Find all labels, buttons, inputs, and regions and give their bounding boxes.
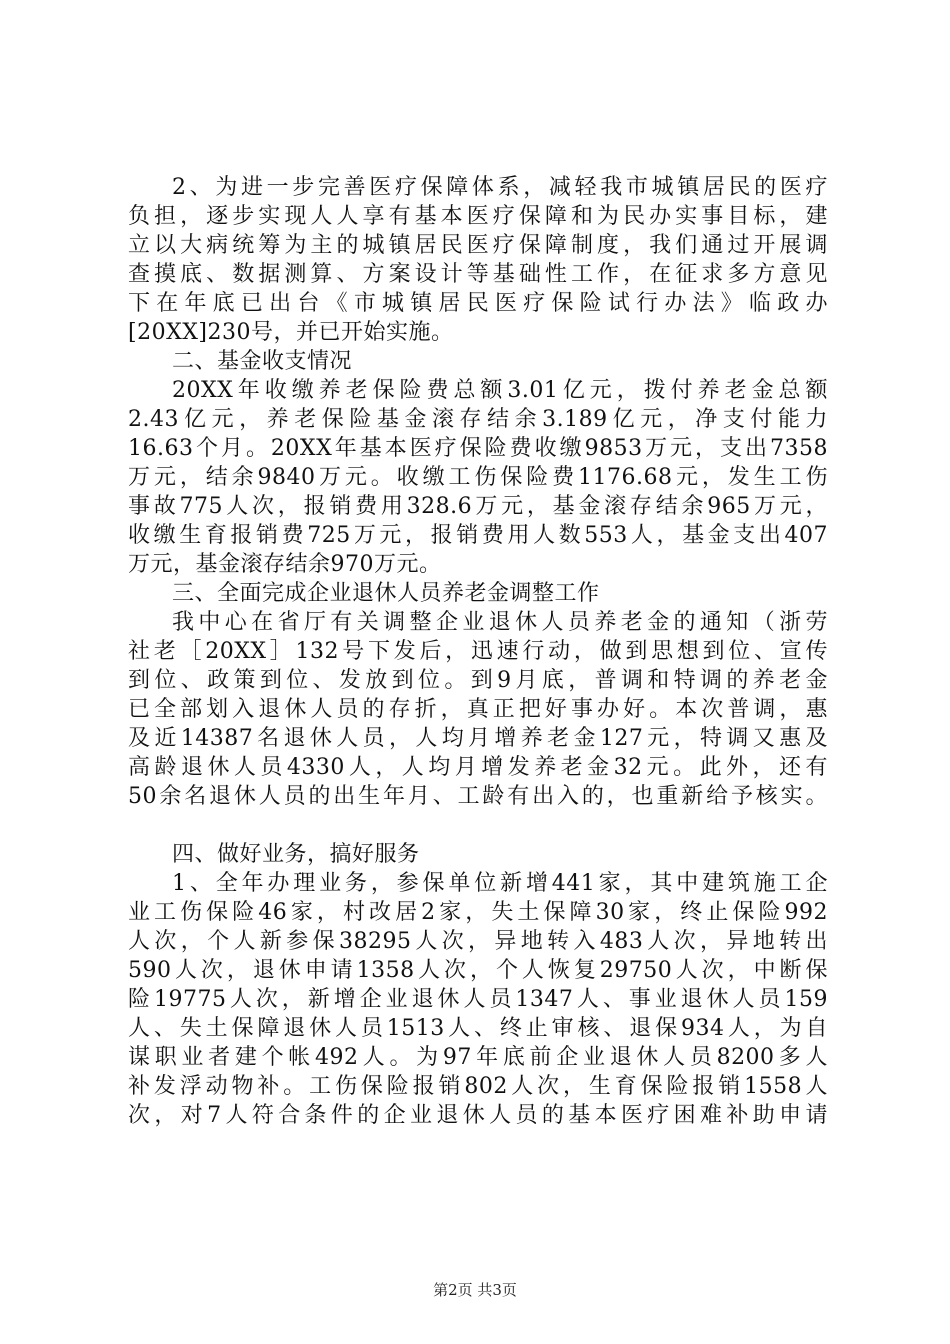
paragraph-line: 险19775人次，新增企业退休人员1347人、事业退休人员159 [128,987,828,1012]
paragraph-line: 到位、政策到位、发放到位。到9月底，普调和特调的养老金 [128,668,828,693]
page-footer: 第2页 共3页 [433,1281,517,1299]
paragraph-line: 16.63个月。20XX年基本医疗保险费收缴9853万元，支出7358 [128,436,828,461]
body-text [128,173,828,1130]
paragraph-line: 高龄退休人员4330人，人均月增发养老金32元。此外，还有 [128,755,828,780]
paragraph-line: 已全部划入退休人员的存折，真正把好事办好。本次普调，惠 [128,697,828,722]
section-heading: 四、做好业务，搞好服务 [172,842,420,867]
paragraph-line: 次，对7人符合条件的企业退休人员的基本医疗困难补助申请 [128,1103,828,1128]
paragraph-line: 2.43亿元，养老保险基金滚存结余3.189亿元，净支付能力 [128,407,828,432]
paragraph-line: 收缴生育报销费725万元，报销费用人数553人，基金支出407 [128,523,828,548]
paragraph-line: 万元，结余9840万元。收缴工伤保险费1176.68元，发生工伤 [128,465,828,490]
paragraph-line: 人、失土保障退休人员1513人、终止审核、退保934人，为自 [128,1016,828,1041]
paragraph-line: 谋职业者建个帐492人。为97年底前企业退休人员8200多人 [128,1045,828,1070]
paragraph-line: 业工伤保险46家，村改居2家，失土保障30家，终止保险992 [128,900,828,925]
paragraph-line: 人次，个人新参保38295人次，异地转入483人次，异地转出 [128,929,828,954]
paragraph-line: [20XX]230号，并已开始实施。 [128,320,454,345]
section-heading: 三、全面完成企业退休人员养老金调整工作 [172,581,600,606]
paragraph-line: 20XX年收缴养老保险费总额3.01亿元，拨付养老金总额 [172,378,828,403]
paragraph-line: 我中心在省厅有关调整企业退休人员养老金的通知（浙劳 [172,610,828,635]
paragraph-line: 及近14387名退休人员，人均月增养老金127元，特调又惠及 [128,726,828,751]
paragraph-line: 590人次，退休申请1358人次，个人恢复29750人次，中断保 [128,958,828,983]
paragraph-line: 负担，逐步实现人人享有基本医疗保障和为民办实事目标，建 [128,204,828,229]
paragraph-line: 补发浮动物补。工伤保险报销802人次，生育保险报销1558人 [128,1074,828,1099]
paragraph-line: 2、为进一步完善医疗保障体系，减轻我市城镇居民的医疗 [172,175,828,200]
paragraph-line: 1、全年办理业务，参保单位新增441家，其中建筑施工企 [172,871,828,896]
paragraph-line: 万元，基金滚存结余970万元。 [128,552,442,577]
paragraph-line: 事故775人次，报销费用328.6万元，基金滚存结余965万元， [128,494,828,519]
paragraph-line: 社老［20XX］132号下发后，迅速行动，做到思想到位、宣传 [128,639,828,664]
paragraph-line: 下在年底已出台《市城镇居民医疗保险试行办法》临政办 [128,291,828,316]
paragraph-line: 查摸底、数据测算、方案设计等基础性工作，在征求多方意见 [128,262,828,287]
paragraph-line: 立以大病统筹为主的城镇居民医疗保障制度，我们通过开展调 [128,233,828,258]
paragraph-line: 50余名退休人员的出生年月、工龄有出入的，也重新给予核实。 [128,784,828,809]
section-heading: 二、基金收支情况 [172,349,353,374]
